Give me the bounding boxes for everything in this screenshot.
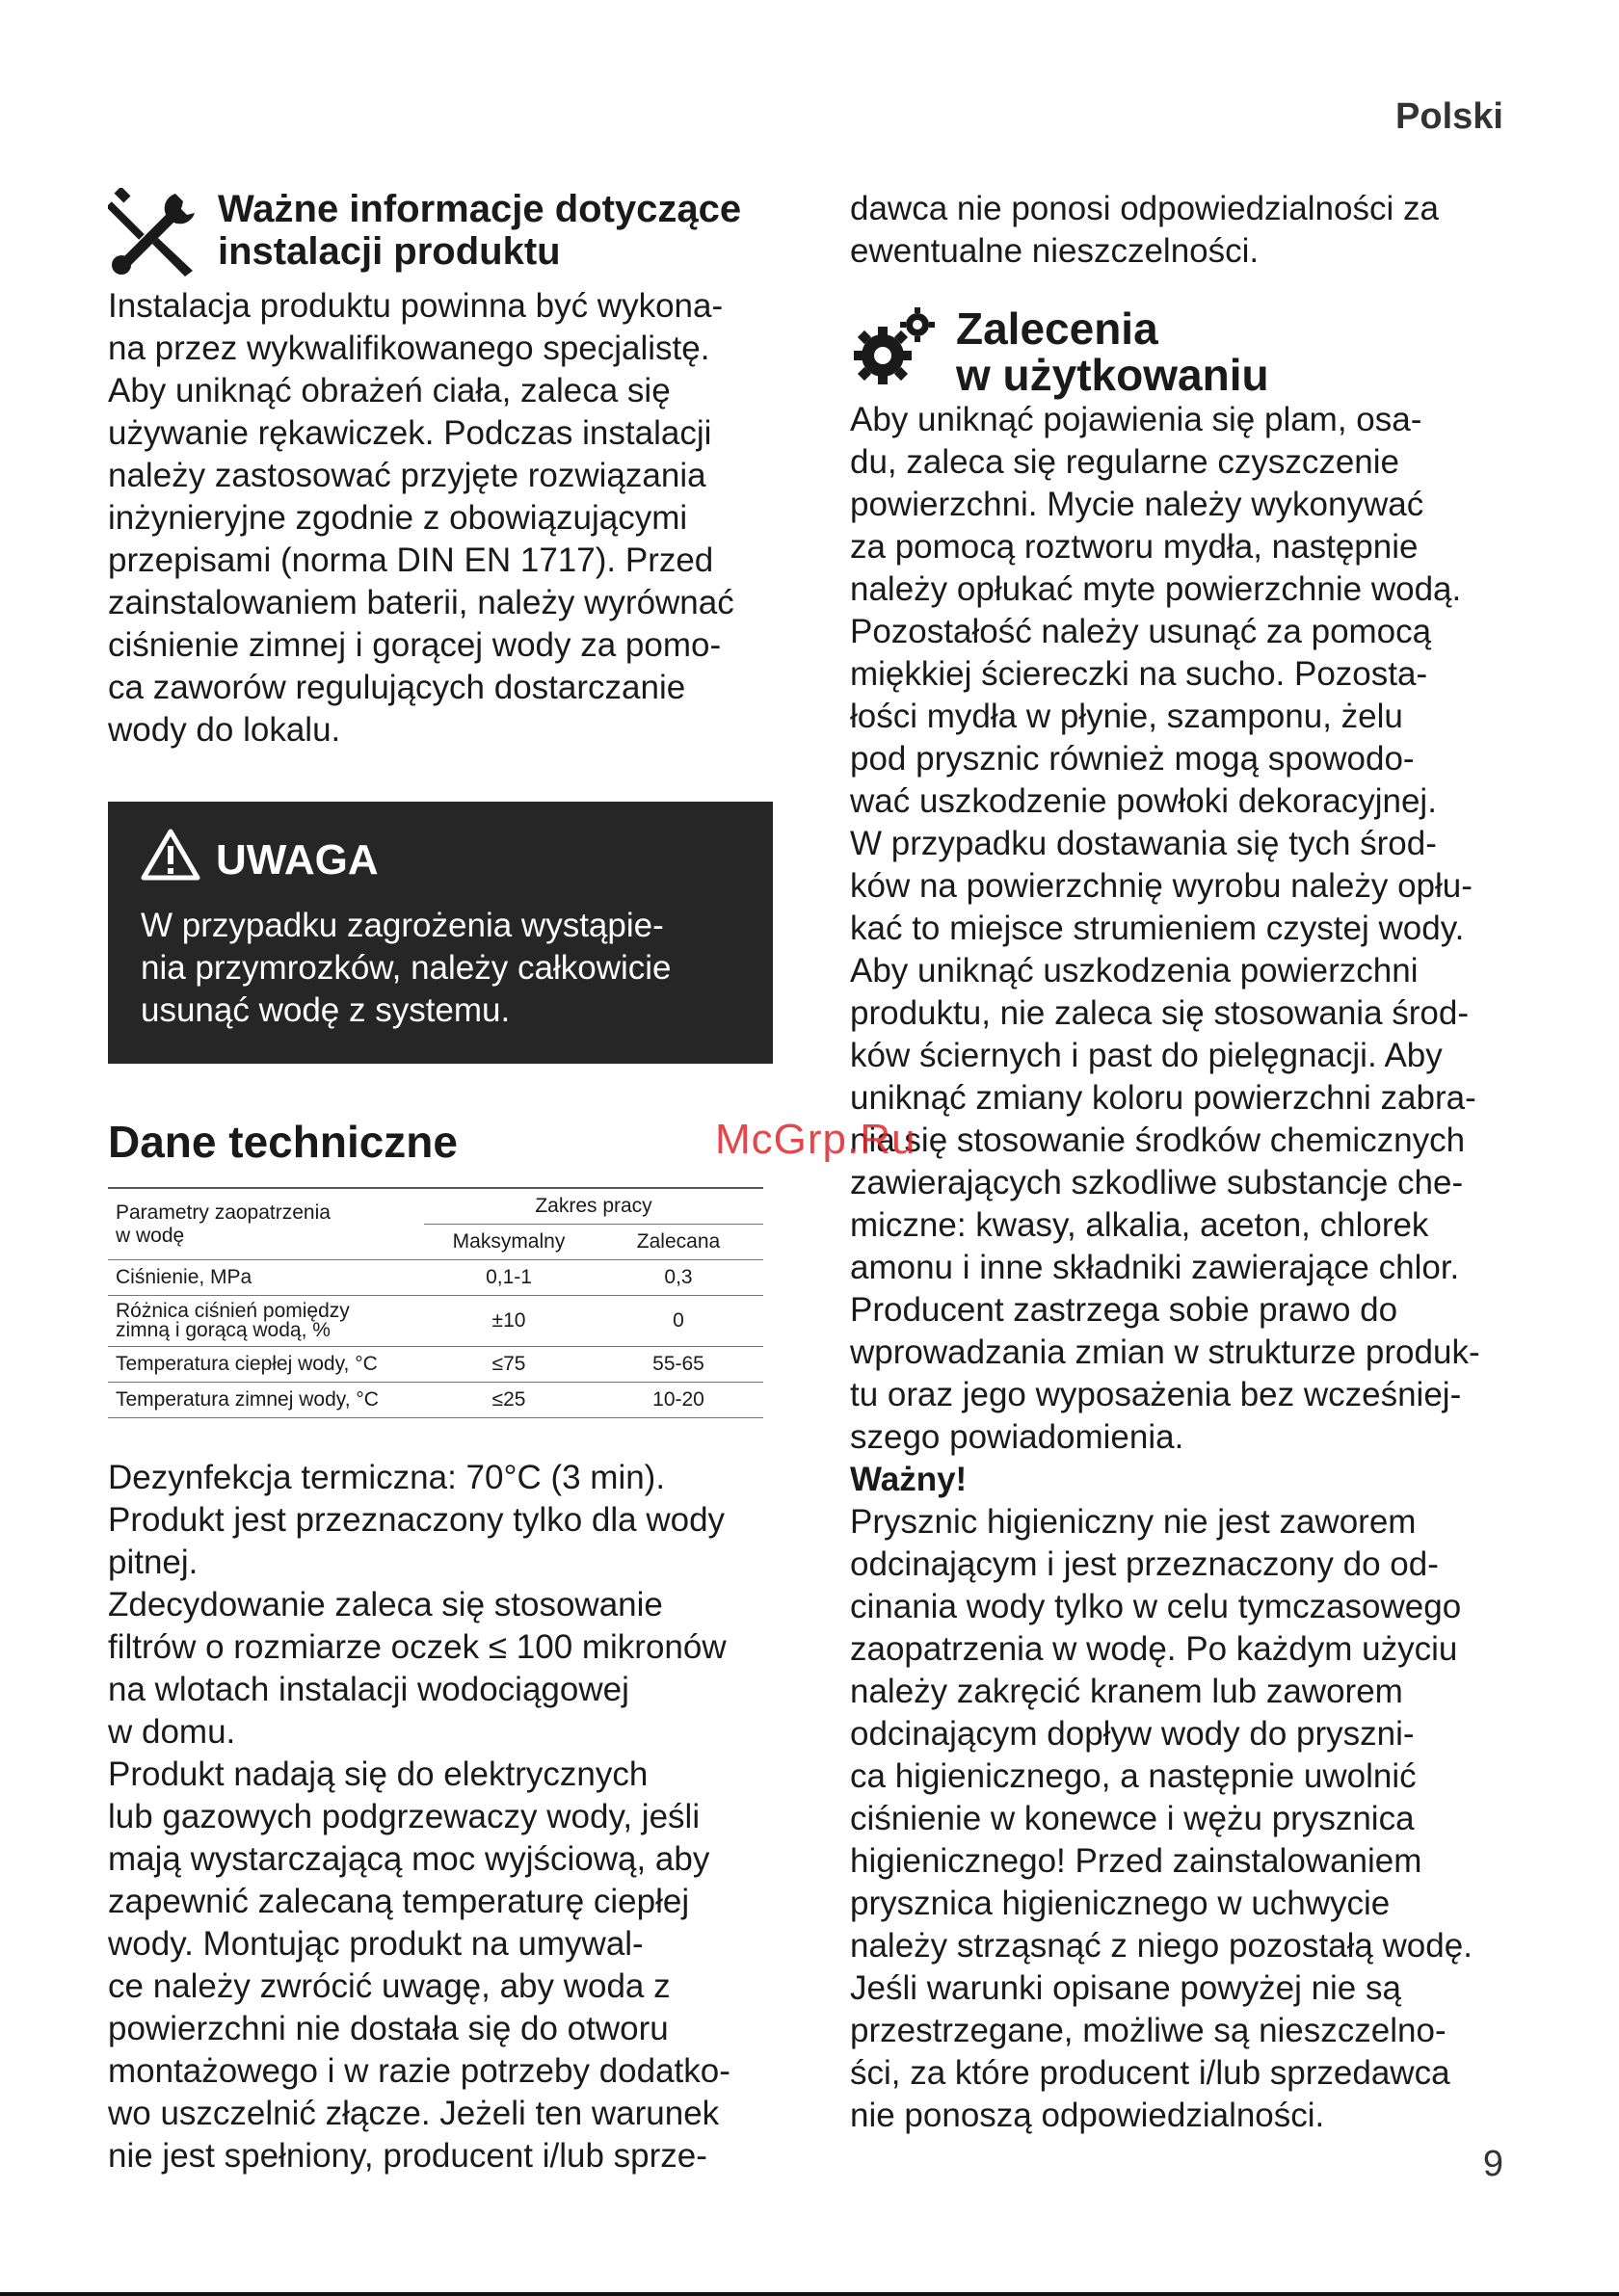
warning-line: nia przymrozków, należy całkowicie — [141, 949, 672, 987]
wrench-screwdriver-icon — [108, 188, 200, 281]
watermark: McGrp.Ru — [715, 1116, 916, 1163]
usage-line: amonu i inne składniki zawierające chlor. — [850, 1249, 1460, 1286]
warning-text — [141, 905, 740, 1032]
table-cell-param: Ciśnienie, MPa — [108, 1260, 424, 1296]
tech-line: w domu. — [108, 1713, 236, 1751]
usage-line: należy opłukać myte powierzchnie wodą. — [850, 570, 1462, 608]
usage-line: Aby uniknąć uszkodzenia powierzchni — [850, 952, 1419, 990]
tech-line: pitnej. — [108, 1544, 199, 1581]
usage-line: tu oraz jego wyposażenia bez wcześniej- — [850, 1376, 1462, 1413]
bottom-divider — [0, 2292, 1619, 2296]
usage-text — [850, 399, 1515, 2137]
warning-title: UWAGA — [216, 835, 379, 884]
table-header-range: Zakres pracy — [424, 1188, 763, 1225]
usage-line: za pomocą roztworu mydła, następnie — [850, 528, 1419, 566]
tech-line: wody. Montując produkt na umywal- — [108, 1925, 644, 1963]
table-row — [108, 1296, 763, 1347]
install-line: ca zaworów regulujących dostarczanie — [108, 669, 686, 706]
usage-line: uniknąć zmiany koloru powierzchni zabra- — [850, 1079, 1476, 1117]
important-line: należy zakręcić kranem lub zaworem — [850, 1673, 1403, 1710]
usage-line: Producent zastrzega sobie prawo do — [850, 1291, 1398, 1329]
install-line: Aby uniknąć obrażeń ciała, zaleca się — [108, 372, 671, 409]
param-header-line1: Parametry zaopatrzenia — [116, 1201, 331, 1224]
install-line: wody do lokalu. — [108, 711, 341, 749]
table-cell-rec: 0 — [594, 1296, 763, 1347]
install-line: zainstalowaniem baterii, należy wyrównać — [108, 584, 734, 621]
usage-title — [956, 305, 1269, 398]
usage-title-line2: w użytkowaniu — [956, 350, 1269, 400]
param-header-line2: w wodę — [116, 1224, 185, 1247]
usage-line: kać to miejsce strumieniem czystej wody. — [850, 910, 1465, 947]
tech-line: Produkt nadają się do elektrycznych — [108, 1755, 649, 1793]
usage-line: wprowadzania zmian w strukturze produk- — [850, 1333, 1480, 1371]
tech-line: na wlotach instalacji wodociągowej — [108, 1671, 629, 1708]
page-number: 9 — [1482, 2144, 1503, 2184]
table-cell-param: Temperatura zimnej wody, °C — [108, 1383, 424, 1418]
warning-line: usunąć wodę z systemu. — [141, 991, 511, 1029]
tech-text — [108, 1457, 773, 2177]
important-line: odcinającym dopływ wody do pryszni- — [850, 1715, 1415, 1753]
install-line: ciśnienie zimnej i gorącej wody za pomo- — [108, 626, 722, 664]
param-line2: zimną i gorącą wodą, % — [116, 1319, 331, 1341]
continuation-text — [850, 188, 1515, 273]
tech-line: montażowego i w razie potrzeby dodatko- — [108, 2052, 730, 2090]
table-cell-max: ≤25 — [424, 1383, 594, 1418]
usage-line: Pozostałość należy usunąć za pomocą — [850, 613, 1432, 650]
table-row — [108, 1260, 763, 1296]
usage-line: szego powiadomienia. — [850, 1418, 1184, 1456]
warning-triangle-icon — [141, 829, 200, 891]
important-line: Prysznic higieniczny nie jest zaworem — [850, 1503, 1417, 1541]
important-line: cinania wody tylko w celu tymczasowego — [850, 1588, 1462, 1625]
left-column — [108, 188, 773, 2177]
install-line: Instalacja produktu powinna być wykona- — [108, 287, 724, 325]
important-line: Jeśli warunki opisane powyżej nie są — [850, 1969, 1401, 2007]
usage-title-line1: Zalecenia — [956, 303, 1158, 354]
usage-line: produktu, nie zaleca się stosowania środ- — [850, 994, 1470, 1032]
tech-line: powierzchni nie dostała się do otworu — [108, 2010, 669, 2047]
important-line: prysznica higienicznego w uchwycie — [850, 1885, 1391, 1922]
important-line: należy strząsnąć z niego pozostałą wodę. — [850, 1927, 1473, 1965]
table-cell-rec: 0,3 — [594, 1260, 763, 1296]
tech-line: wo uszczelnić złącze. Jeżeli ten warunek — [108, 2095, 720, 2132]
gears-icon — [850, 305, 939, 399]
continuation-line: dawca nie ponosi odpowiedzialności za — [850, 190, 1439, 227]
table-header-row — [108, 1188, 763, 1225]
warning-line: W przypadku zagrożenia wystąpie- — [141, 907, 664, 944]
important-line: przestrzegane, możliwe są nieszczelno- — [850, 2012, 1446, 2049]
table-cell-max: ±10 — [424, 1296, 594, 1347]
tech-line: Dezynfekcja termiczna: 70°C (3 min). — [108, 1459, 666, 1496]
language-label: Polski — [1395, 96, 1503, 137]
install-text — [108, 285, 773, 752]
continuation-line: ewentualne nieszczelności. — [850, 232, 1260, 270]
tech-line: nie jest spełniony, producent i/lub sprze- — [108, 2137, 707, 2175]
table-header-max: Maksymalny — [452, 1230, 566, 1253]
usage-line: zawierających szkodliwe substancje che- — [850, 1164, 1464, 1201]
usage-heading — [850, 305, 1515, 399]
table-row — [108, 1347, 763, 1383]
usage-line: ków na powierzchnię wyrobu należy opłu- — [850, 867, 1473, 905]
important-line: ca higienicznego, a następnie uwolnić — [850, 1757, 1417, 1795]
usage-line: pod prysznic również mogą spowodo- — [850, 740, 1415, 778]
tech-line: Produkt jest przeznaczony tylko dla wody — [108, 1501, 726, 1539]
install-line: przepisami (norma DIN EN 1717). Przed — [108, 541, 714, 579]
tech-line: zapewnić zalecaną temperaturę ciepłej — [108, 1883, 690, 1920]
tech-line: ce należy zwrócić uwagę, aby woda z — [108, 1967, 671, 2005]
table-row — [108, 1383, 763, 1418]
important-line: ści, za które producent i/lub sprzedawca — [850, 2054, 1450, 2092]
usage-line: powierzchni. Mycie należy wykonywać — [850, 486, 1424, 523]
install-title-line2: instalacji produktu — [218, 230, 561, 273]
table-cell-param — [108, 1296, 424, 1347]
tech-line: filtrów o rozmiarze oczek ≤ 100 mikronów — [108, 1628, 727, 1666]
important-line: higienicznego! Przed zainstalowaniem — [850, 1842, 1422, 1880]
tech-title: Dane techniczne — [108, 1117, 458, 1167]
usage-line: miczne: kwasy, alkalia, aceton, chlorek — [850, 1206, 1429, 1244]
usage-line: du, zaleca się regularne czyszczenie — [850, 443, 1400, 481]
important-line: ciśnienie w konewce i wężu prysznica — [850, 1800, 1415, 1837]
table-header-param — [108, 1188, 424, 1260]
warning-heading — [141, 829, 740, 891]
table-header-rec: Zalecana — [636, 1230, 721, 1253]
install-line: używanie rękawiczek. Podczas instalacji — [108, 414, 712, 452]
usage-line: ków ściernych i past do pielęgnacji. Aby — [850, 1037, 1443, 1074]
usage-line: wać uszkodzenie powłoki dekoracyjnej. — [850, 782, 1437, 820]
right-column — [850, 188, 1515, 2137]
install-line: na przez wykwalifikowanego specjalistę. — [108, 330, 710, 367]
important-line: odcinającym i jest przeznaczony do od- — [850, 1545, 1439, 1583]
table-cell-param: Temperatura ciepłej wody, °C — [108, 1347, 424, 1383]
usage-line: miękkiej ściereczki na sucho. Pozosta- — [850, 655, 1428, 693]
param-line1: Różnica ciśnień pomiędzy — [116, 1300, 350, 1322]
important-label: Ważny! — [850, 1461, 968, 1498]
important-line: zaopatrzenia w wodę. Po każdym użyciu — [850, 1630, 1458, 1668]
install-title — [218, 188, 741, 273]
warning-box — [108, 802, 773, 1064]
tech-line: mają wystarczającą moc wyjściową, aby — [108, 1840, 710, 1878]
usage-line: Aby uniknąć pojawienia się plam, osa- — [850, 401, 1422, 438]
tech-line: lub gazowych podgrzewaczy wody, jeśli — [108, 1798, 701, 1835]
install-line: należy zastosować przyjęte rozwiązania — [108, 457, 706, 494]
table-cell-max: 0,1-1 — [424, 1260, 594, 1296]
install-line: inżynieryjne zgodnie z obowiązującymi — [108, 499, 688, 537]
install-heading — [108, 188, 773, 281]
tech-table — [108, 1187, 763, 1418]
usage-line: nia się stosowanie środków chemicznych — [850, 1122, 1466, 1159]
tech-line: Zdecydowanie zaleca się stosowanie — [108, 1586, 663, 1623]
table-cell-max: ≤75 — [424, 1347, 594, 1383]
table-cell-rec: 55-65 — [594, 1347, 763, 1383]
important-line: nie ponoszą odpowiedzialności. — [850, 2097, 1325, 2134]
install-title-line1: Ważne informacje dotyczące — [218, 188, 742, 230]
usage-line: W przypadku dostawania się tych środ- — [850, 825, 1437, 862]
usage-line: łości mydła w płynie, szamponu, żelu — [850, 698, 1403, 735]
table-cell-rec: 10-20 — [594, 1383, 763, 1418]
